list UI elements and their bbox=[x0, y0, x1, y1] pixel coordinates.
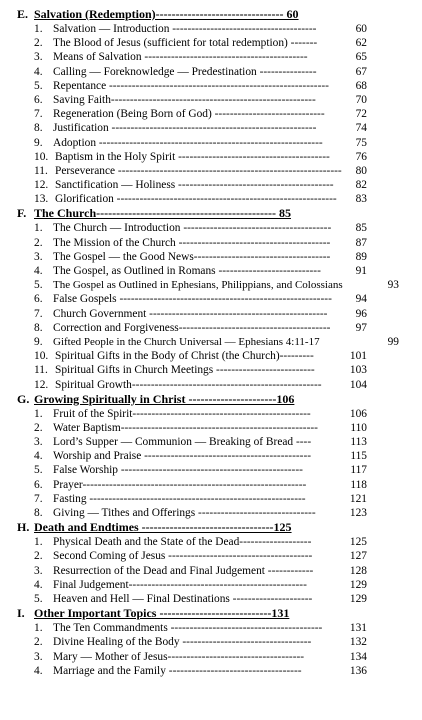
entry-page: 87 bbox=[355, 236, 367, 249]
entry-page: 132 bbox=[349, 636, 367, 649]
entry-number: 4. bbox=[34, 450, 43, 463]
toc-entry bbox=[0, 65, 422, 79]
toc-entry bbox=[0, 22, 422, 36]
entry-page: 121 bbox=[349, 492, 367, 505]
toc-entry bbox=[0, 321, 422, 335]
entry-page: 113 bbox=[350, 436, 367, 449]
entry-title: Calling — Foreknowledge — Predestination --------------- bbox=[53, 65, 317, 78]
section-title: Other Important Topics ----------------------------131 bbox=[34, 606, 290, 621]
section-title: Salvation (Redemption)-------------------------------- 60 bbox=[34, 7, 299, 21]
entry-title: Spiritual Gifts in the Body of Christ (the Church)--------- bbox=[55, 350, 314, 363]
entry-number: 13. bbox=[34, 193, 49, 206]
toc-entry bbox=[0, 192, 422, 206]
entry-number: 11. bbox=[34, 164, 48, 177]
entry-title: Second Coming of Jesus -------------------------------------- bbox=[53, 550, 313, 563]
entry-number: 12. bbox=[34, 378, 49, 391]
entry-page: 76 bbox=[355, 150, 367, 163]
entry-page: 62 bbox=[355, 37, 367, 50]
entry-title: False Worship ------------------------------------------------ bbox=[53, 464, 303, 477]
toc-entry bbox=[0, 506, 422, 520]
entry-number: 1. bbox=[34, 222, 43, 235]
toc-entry bbox=[0, 435, 422, 449]
entry-title: Church Government ----------------------------------------------- bbox=[53, 307, 328, 320]
section-heading bbox=[0, 520, 422, 535]
entry-number: 8. bbox=[34, 507, 43, 519]
entry-number: 9. bbox=[34, 335, 43, 348]
entry-number: 4. bbox=[34, 265, 43, 277]
entry-number: 6. bbox=[34, 293, 43, 306]
entry-title: Gifted People in the Church Universal — Ephesians 4:11-17 bbox=[53, 335, 320, 348]
entry-title: Adoption ----------------------------------------------------------- bbox=[53, 136, 323, 149]
entry-page: 85 bbox=[355, 222, 367, 235]
entry-page: 104 bbox=[349, 378, 367, 391]
entry-title: Fruit of the Spirit----------------------------------------------- bbox=[53, 407, 311, 420]
entry-page: 110 bbox=[350, 421, 367, 434]
entry-page: 136 bbox=[349, 664, 367, 677]
entry-title: Repentance ---------------------------------------------------------- bbox=[53, 79, 329, 92]
entry-page: 129 bbox=[349, 578, 367, 591]
entry-title: The Church — Introduction --------------------------------------- bbox=[53, 222, 332, 235]
toc-entry bbox=[0, 635, 422, 649]
entry-number: 2. bbox=[34, 636, 43, 649]
entry-number: 3. bbox=[34, 51, 43, 64]
toc-entry bbox=[0, 535, 422, 549]
entry-page: 115 bbox=[350, 450, 367, 463]
entry-title: Heaven and Hell — Final Destinations --------------------- bbox=[53, 592, 313, 605]
table-of-contents bbox=[0, 7, 422, 678]
entry-number: 2. bbox=[34, 421, 43, 434]
entry-page: 60 bbox=[355, 23, 367, 35]
toc-entry bbox=[0, 178, 422, 192]
entry-title: Fasting --------------------------------------------------------- bbox=[53, 492, 306, 505]
entry-title: Mary — Mother of Jesus------------------------------------ bbox=[53, 650, 305, 663]
entry-number: 7. bbox=[34, 492, 43, 505]
section-heading bbox=[0, 206, 422, 221]
toc-entry bbox=[0, 36, 422, 50]
entry-page: 97 bbox=[355, 321, 367, 334]
toc-entry bbox=[0, 107, 422, 121]
section-letter: H. bbox=[17, 520, 30, 535]
toc-entry bbox=[0, 292, 422, 306]
entry-number: 4. bbox=[34, 65, 43, 78]
entry-title: Justification ------------------------------------------------------ bbox=[53, 122, 317, 135]
toc-entry bbox=[0, 150, 422, 164]
entry-title: The Gospel — the Good News------------------------------------ bbox=[53, 250, 331, 263]
entry-number: 3. bbox=[34, 564, 43, 577]
entry-page: 80 bbox=[355, 164, 367, 177]
entry-number: 1. bbox=[34, 622, 43, 635]
toc-entry bbox=[0, 349, 422, 363]
entry-page: 94 bbox=[355, 293, 367, 306]
entry-page: 67 bbox=[355, 65, 367, 78]
section-heading bbox=[0, 392, 422, 407]
toc-entry bbox=[0, 421, 422, 435]
toc-entry bbox=[0, 335, 422, 349]
entry-title: Glorification ---------------------------------------------------------- bbox=[55, 193, 337, 206]
entry-page: 75 bbox=[355, 136, 367, 149]
section-heading bbox=[0, 606, 422, 621]
toc-entry bbox=[0, 79, 422, 93]
section-letter: E. bbox=[17, 7, 29, 21]
entry-page: 72 bbox=[355, 108, 367, 121]
section-letter: G. bbox=[17, 391, 30, 406]
entry-number: 3. bbox=[34, 650, 43, 663]
entry-number: 10. bbox=[34, 350, 49, 363]
toc-entry bbox=[0, 592, 422, 606]
entry-page: 68 bbox=[355, 79, 367, 92]
entry-page: 131 bbox=[349, 622, 367, 635]
entry-number: 12. bbox=[34, 179, 49, 192]
entry-number: 6. bbox=[34, 93, 43, 106]
toc-entry bbox=[0, 50, 422, 64]
entry-title: Spiritual Gifts in Church Meetings -------------------------- bbox=[55, 364, 315, 377]
entry-title: The Ten Commandments ---------------------------------------- bbox=[53, 622, 323, 635]
entry-page: 91 bbox=[355, 265, 367, 277]
entry-page: 134 bbox=[349, 650, 367, 663]
toc-entry bbox=[0, 578, 422, 592]
entry-number: 8. bbox=[34, 321, 43, 334]
toc-entry bbox=[0, 363, 422, 377]
entry-number: 11. bbox=[34, 364, 48, 377]
toc-entry bbox=[0, 564, 422, 578]
entry-number: 2. bbox=[34, 37, 43, 50]
toc-entry bbox=[0, 549, 422, 563]
entry-title: Lord’s Supper — Communion — Breaking of Bread ---- bbox=[53, 436, 312, 449]
toc-entry bbox=[0, 136, 422, 150]
entry-number: 5. bbox=[34, 464, 43, 477]
entry-number: 5. bbox=[34, 79, 43, 92]
entry-number: 6. bbox=[34, 478, 43, 491]
toc-entry bbox=[0, 236, 422, 250]
entry-page: 93 bbox=[387, 279, 399, 292]
entry-page: 83 bbox=[355, 193, 367, 206]
toc-entry bbox=[0, 278, 422, 292]
toc-entry bbox=[0, 621, 422, 635]
entry-page: 89 bbox=[355, 250, 367, 263]
entry-number: 1. bbox=[34, 536, 43, 549]
entry-number: 4. bbox=[34, 578, 43, 591]
entry-title: The Blood of Jesus (sufficient for total redemption) ------- bbox=[53, 37, 318, 50]
entry-title: Perseverance ----------------------------------------------------------- bbox=[55, 164, 342, 177]
entry-title: The Gospel, as Outlined in Romans --------------------------- bbox=[53, 265, 321, 277]
entry-page: 96 bbox=[355, 307, 367, 320]
entry-page: 128 bbox=[349, 564, 367, 577]
entry-page: 101 bbox=[349, 350, 367, 363]
entry-number: 7. bbox=[34, 307, 43, 320]
entry-title: Final Judgement----------------------------------------------- bbox=[53, 578, 307, 591]
entry-title: The Gospel as Outlined in Ephesians, Philippians, and Colossians bbox=[53, 279, 343, 292]
entry-page: 123 bbox=[349, 507, 367, 519]
section-title: Death and Endtimes ---------------------------------125 bbox=[34, 520, 292, 535]
entry-title: Water Baptism---------------------------------------------------- bbox=[53, 421, 318, 434]
entry-page: 127 bbox=[349, 550, 367, 563]
entry-title: Physical Death and the State of the Dead------------------- bbox=[53, 536, 312, 549]
entry-title: Worship and Praise -------------------------------------------- bbox=[53, 450, 312, 463]
entry-title: False Gospels -------------------------------------------------------- bbox=[53, 293, 332, 306]
entry-title: Prayer----------------------------------------------------------- bbox=[53, 478, 307, 491]
toc-entry bbox=[0, 650, 422, 664]
entry-number: 3. bbox=[34, 436, 43, 449]
entry-title: Sanctification — Holiness ----------------------------------------- bbox=[55, 179, 334, 192]
entry-number: 5. bbox=[34, 592, 43, 605]
entry-title: Spiritual Growth-------------------------------------------------- bbox=[55, 378, 322, 391]
entry-number: 2. bbox=[34, 236, 43, 249]
entry-page: 118 bbox=[350, 478, 367, 491]
section-title: Growing Spiritually in Christ ----------------------106 bbox=[34, 391, 295, 406]
toc-entry bbox=[0, 250, 422, 264]
entry-page: 125 bbox=[349, 536, 367, 549]
entry-page: 99 bbox=[387, 335, 399, 348]
toc-entry bbox=[0, 463, 422, 477]
toc-entry bbox=[0, 221, 422, 235]
entry-number: 9. bbox=[34, 136, 43, 149]
entry-page: 117 bbox=[350, 464, 367, 477]
toc-entry bbox=[0, 264, 422, 278]
toc-entry bbox=[0, 307, 422, 321]
entry-number: 8. bbox=[34, 122, 43, 135]
entry-number: 5. bbox=[34, 279, 43, 292]
entry-page: 103 bbox=[349, 364, 367, 377]
entry-title: Means of Salvation ------------------------------------------- bbox=[53, 51, 308, 64]
entry-title: Divine Healing of the Body ---------------------------------- bbox=[53, 636, 312, 649]
toc-entry bbox=[0, 164, 422, 178]
toc-entry bbox=[0, 664, 422, 678]
entry-title: Giving — Tithes and Offerings ------------------------------- bbox=[53, 507, 316, 519]
toc-entry bbox=[0, 449, 422, 463]
entry-number: 10. bbox=[34, 150, 49, 163]
section-letter: I. bbox=[17, 606, 25, 621]
entry-number: 4. bbox=[34, 664, 43, 677]
toc-entry bbox=[0, 121, 422, 135]
entry-title: Baptism in the Holy Spirit ---------------------------------------- bbox=[55, 150, 330, 163]
entry-number: 1. bbox=[34, 23, 43, 35]
entry-title: Marriage and the Family ----------------------------------- bbox=[53, 664, 302, 677]
entry-title: Regeneration (Being Born of God) ----------------------------- bbox=[53, 108, 325, 121]
entry-number: 7. bbox=[34, 108, 43, 121]
entry-page: 70 bbox=[355, 93, 367, 106]
section-letter: F. bbox=[17, 206, 27, 221]
section-heading bbox=[0, 7, 422, 22]
toc-entry bbox=[0, 492, 422, 506]
entry-page: 106 bbox=[349, 407, 367, 420]
entry-page: 65 bbox=[355, 51, 367, 64]
section-title: The Church--------------------------------------------- 85 bbox=[34, 206, 291, 221]
entry-page: 82 bbox=[355, 179, 367, 192]
entry-title: Correction and Forgiveness---------------------------------------- bbox=[53, 321, 331, 334]
entry-number: 1. bbox=[34, 407, 43, 420]
entry-title: Resurrection of the Dead and Final Judgement ------------ bbox=[53, 564, 314, 577]
entry-page: 74 bbox=[355, 122, 367, 135]
entry-title: The Mission of the Church ---------------------------------------- bbox=[53, 236, 331, 249]
toc-entry bbox=[0, 378, 422, 392]
entry-title: Saving Faith------------------------------------------------------ bbox=[53, 93, 316, 106]
toc-entry bbox=[0, 478, 422, 492]
entry-page: 129 bbox=[349, 592, 367, 605]
entry-number: 3. bbox=[34, 250, 43, 263]
entry-number: 2. bbox=[34, 550, 43, 563]
toc-entry bbox=[0, 407, 422, 421]
toc-entry bbox=[0, 93, 422, 107]
entry-title: Salvation — Introduction -------------------------------------- bbox=[53, 23, 317, 35]
